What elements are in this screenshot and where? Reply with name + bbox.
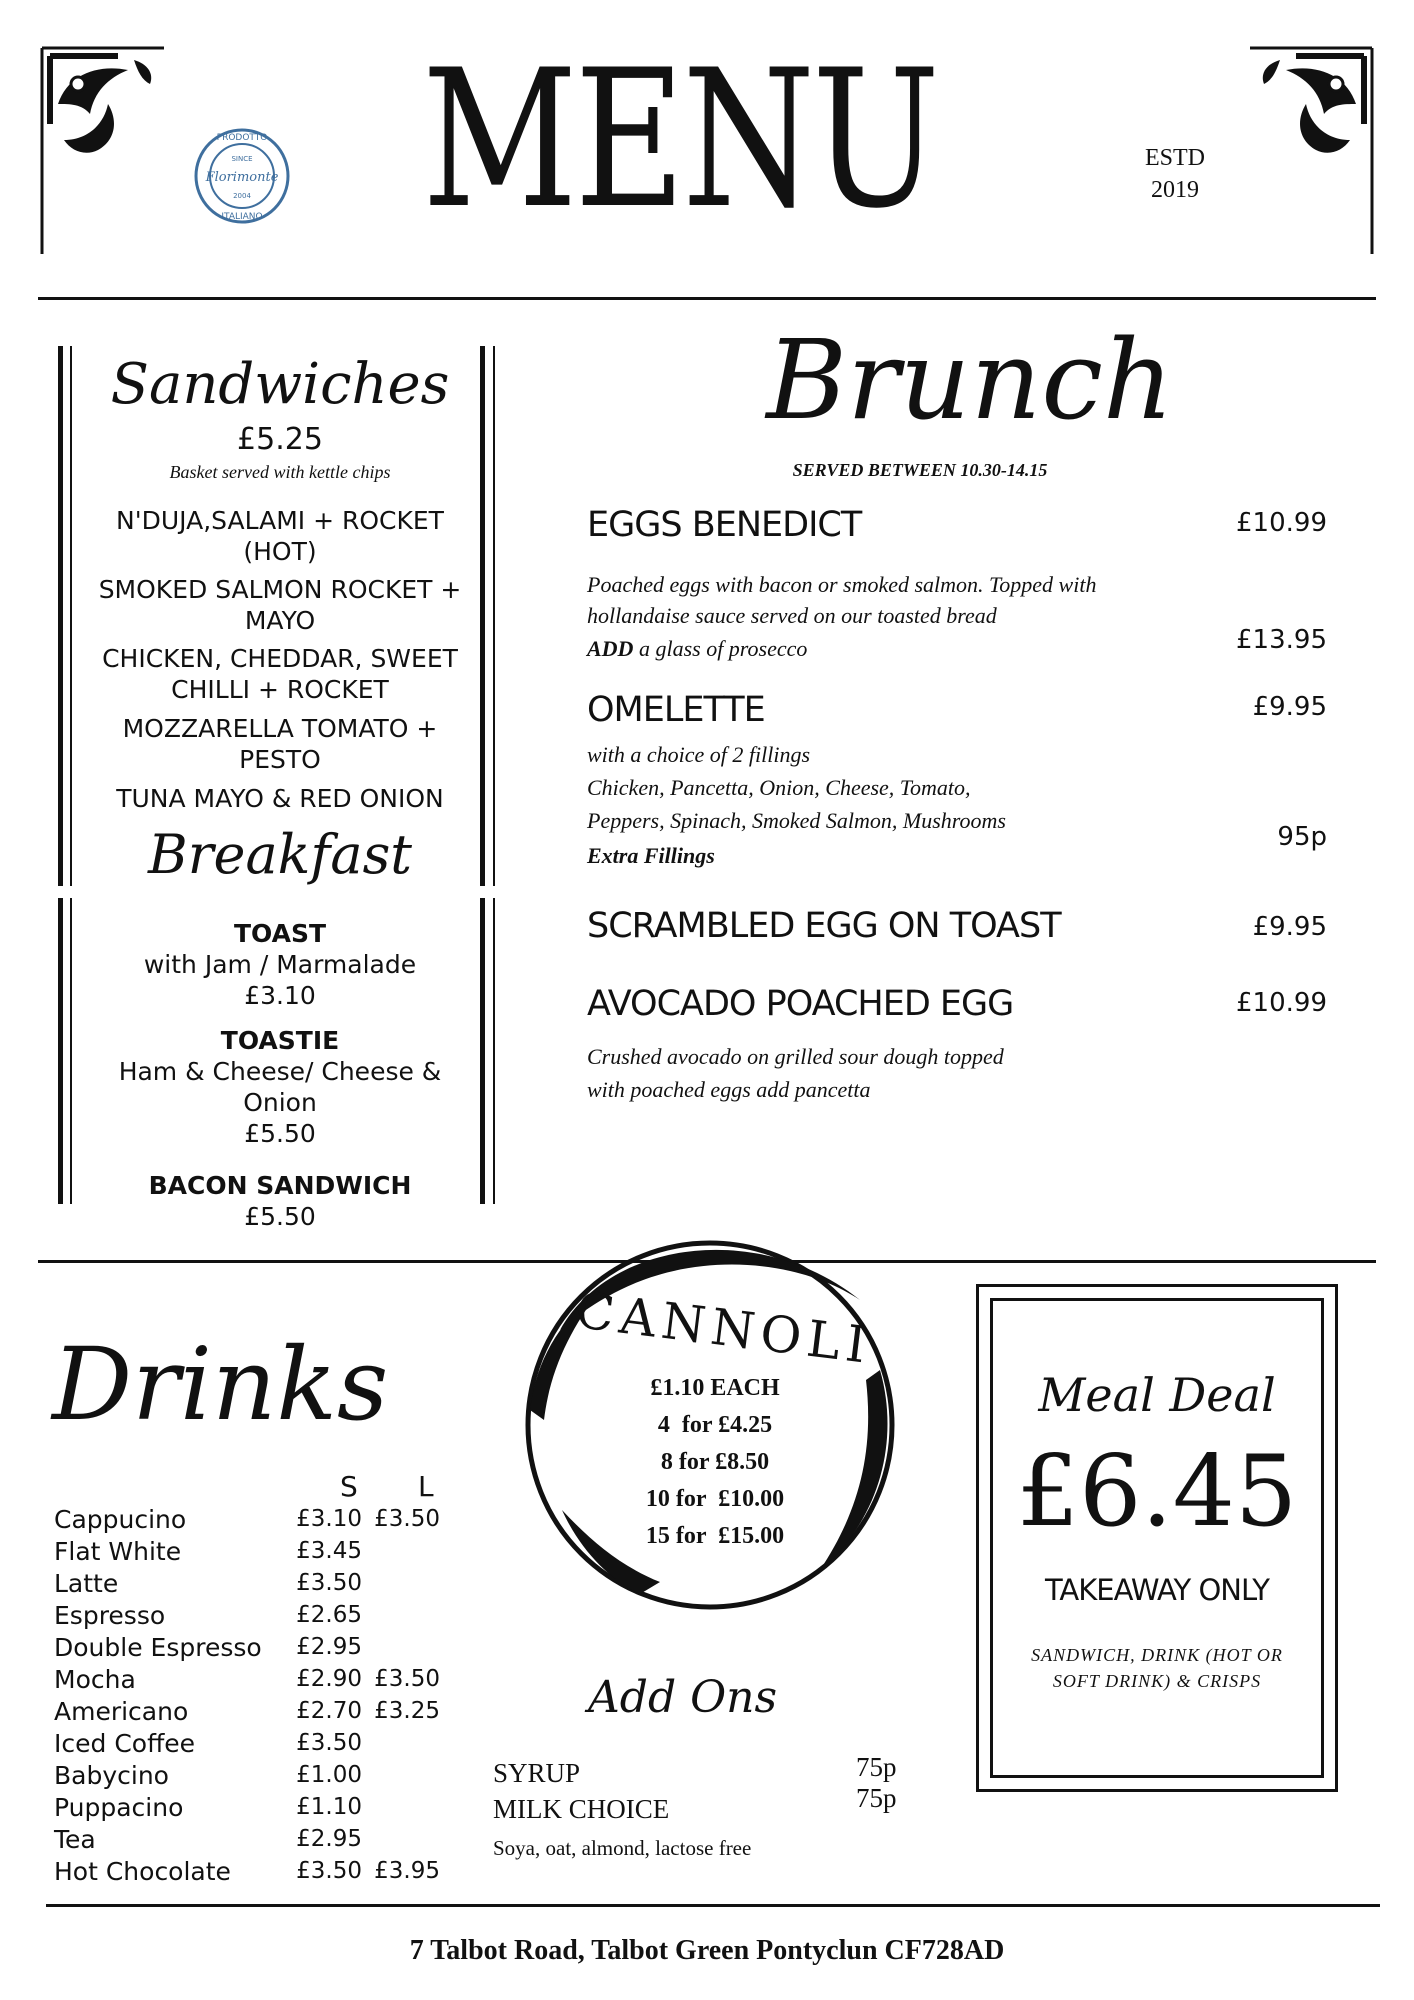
addon-syrup-price: 75p	[856, 1752, 897, 1782]
meal-deal-desc-line: SOFT DRINK) & CRISPS	[1052, 1671, 1262, 1691]
omelette-extra-price: 95p	[1277, 822, 1327, 852]
sandwich-item	[80, 643, 480, 705]
sandwich-line: CHICKEN, CHEDDAR, SWEET	[102, 644, 458, 673]
cannoli-price-line: 8 for £8.50	[660, 1449, 770, 1475]
drink-name: Hot Chocolate	[54, 1857, 231, 1886]
omelette-extra: Extra Fillings	[587, 843, 715, 868]
omelette-price: £9.95	[1252, 692, 1327, 722]
drink-name: Americano	[54, 1697, 189, 1726]
svg-text:Florimonte: Florimonte	[205, 170, 279, 185]
sandwiches-price: £5.25	[237, 422, 323, 457]
sandwich-line: MAYO	[244, 606, 316, 635]
scrambled-price: £9.95	[1252, 912, 1327, 942]
page-title: MENU	[422, 29, 937, 250]
toastie-desc: Onion	[243, 1088, 317, 1117]
sandwich-item	[80, 505, 480, 567]
drink-name: Tea	[54, 1825, 96, 1854]
meal-deal-desc-line: SANDWICH, DRINK (HOT OR	[1031, 1645, 1283, 1665]
cannoli-price-list	[580, 1370, 850, 1555]
breakfast-toast	[80, 918, 480, 1011]
drink-price-small: £3.45	[296, 1538, 362, 1564]
toastie-desc: Ham & Cheese/ Cheese &	[118, 1057, 442, 1086]
drink-price-small: £2.95	[296, 1634, 362, 1660]
addon-milk-note: Soya, oat, almond, lactose free	[493, 1836, 752, 1860]
drink-price-small: £3.50	[296, 1858, 362, 1884]
meal-deal-heading: Meal Deal	[1038, 1368, 1276, 1422]
add-word: ADD	[587, 636, 634, 661]
sandwich-line: CHILLI + ROCKET	[171, 675, 389, 704]
avocado-price: £10.99	[1236, 988, 1327, 1018]
sandwich-line: SMOKED SALMON ROCKET +	[98, 575, 462, 604]
sandwiches-note: Basket served with kettle chips	[169, 462, 391, 482]
bacon-price: £5.50	[244, 1202, 316, 1231]
breakfast-bacon	[80, 1170, 480, 1232]
cannoli-price-line: £1.10 EACH	[650, 1375, 780, 1401]
corner-ornament-right	[1246, 44, 1376, 259]
drink-price-small: £2.95	[296, 1826, 362, 1852]
breakfast-toastie	[80, 1025, 480, 1149]
drink-name: Iced Coffee	[54, 1729, 196, 1758]
eggs-benedict-name: EGGS BENEDICT	[587, 505, 862, 545]
column-rule	[480, 346, 485, 886]
svg-text:SINCE: SINCE	[231, 155, 253, 163]
drinks-col-l: L	[418, 1470, 434, 1503]
add-text: a glass of prosecco	[633, 636, 808, 661]
toast-desc: with Jam / Marmalade	[143, 950, 417, 979]
column-rule	[58, 346, 63, 886]
svg-text:2004: 2004	[233, 192, 251, 200]
avocado-desc: Crushed avocado on grilled sour dough topped	[587, 1044, 1004, 1069]
meal-deal-desc	[990, 1642, 1324, 1694]
meal-deal-takeaway: TAKEAWAY ONLY	[1044, 1573, 1270, 1607]
breakfast-heading: Breakfast	[148, 823, 412, 886]
brunch-served: SERVED BETWEEN 10.30-14.15	[792, 460, 1048, 480]
toast-price: £3.10	[244, 981, 316, 1010]
cannoli-price-line: 10 for £10.00	[645, 1486, 785, 1512]
sandwiches-heading: Sandwiches	[110, 352, 450, 417]
svg-text:PRODOTTO: PRODOTTO	[216, 133, 268, 143]
column-rule	[70, 898, 72, 1204]
drink-price-large: £3.50	[374, 1506, 440, 1532]
drink-name: Flat White	[54, 1537, 182, 1566]
eggs-benedict-desc: hollandaise sauce served on our toasted bread	[587, 603, 997, 628]
drink-name: Double Espresso	[54, 1633, 262, 1662]
addon-milk: MILK CHOICE	[493, 1794, 670, 1824]
drinks-heading: Drinks	[52, 1326, 389, 1443]
eggs-benedict-price: £10.99	[1236, 508, 1327, 538]
meal-deal-price: £6.45	[1016, 1435, 1298, 1549]
estd-word: ESTD	[1145, 145, 1205, 171]
drink-price-small: £3.10	[296, 1506, 362, 1532]
sandwich-line: PESTO	[239, 745, 321, 774]
scrambled-name: SCRAMBLED EGG ON TOAST	[587, 906, 1061, 946]
drink-price-large: £3.25	[374, 1698, 440, 1724]
avocado-desc: with poached eggs add pancetta	[587, 1077, 871, 1102]
drink-price-small: £2.65	[296, 1602, 362, 1628]
drink-price-small: £3.50	[296, 1730, 362, 1756]
footer-divider	[46, 1904, 1380, 1907]
drink-name: Babycino	[54, 1761, 169, 1790]
avocado-name: AVOCADO POACHED EGG	[587, 984, 1014, 1024]
estd-year: 2019	[1151, 177, 1199, 203]
sandwich-item	[80, 574, 480, 636]
cannoli-price-line: 15 for £15.00	[645, 1523, 785, 1549]
header-divider	[38, 297, 1376, 300]
sandwich-line: TUNA MAYO & RED ONION	[116, 784, 444, 813]
column-rule	[493, 898, 495, 1204]
column-rule	[480, 898, 485, 1204]
addon-milk-price: 75p	[856, 1783, 897, 1813]
corner-ornament-left	[38, 44, 168, 259]
bacon-title: BACON SANDWICH	[148, 1171, 412, 1200]
brunch-heading: Brunch	[766, 316, 1174, 444]
brand-stamp-logo	[192, 126, 292, 226]
omelette-desc: Peppers, Spinach, Smoked Salmon, Mushrooms	[587, 808, 1006, 833]
eggs-benedict-add-price: £13.95	[1236, 625, 1327, 655]
drink-name: Cappucino	[54, 1505, 187, 1534]
drink-price-small: £3.50	[296, 1570, 362, 1596]
sandwich-item	[80, 783, 480, 814]
sandwich-line: N'DUJA,SALAMI + ROCKET	[116, 506, 444, 535]
drinks-col-s: S	[340, 1470, 358, 1503]
drink-price-small: £1.10	[296, 1794, 362, 1820]
sandwich-line: MOZZARELLA TOMATO +	[122, 714, 438, 743]
established-label	[1120, 142, 1230, 206]
toastie-price: £5.50	[244, 1119, 316, 1148]
addon-syrup: SYRUP	[493, 1758, 581, 1788]
toast-title: TOAST	[233, 919, 327, 948]
column-rule	[70, 346, 72, 886]
sandwich-item	[80, 713, 480, 775]
drink-price-small: £2.90	[296, 1666, 362, 1692]
cannoli-price-line: 4 for £4.25	[657, 1412, 773, 1438]
drink-price-small: £1.00	[296, 1762, 362, 1788]
drink-price-large: £3.50	[374, 1666, 440, 1692]
drink-price-large: £3.95	[374, 1858, 440, 1884]
drink-name: Latte	[54, 1569, 119, 1598]
column-rule	[58, 898, 63, 1204]
omelette-name: OMELETTE	[587, 690, 765, 730]
drink-name: Puppacino	[54, 1793, 184, 1822]
eggs-benedict-add	[587, 633, 807, 665]
footer-address: 7 Talbot Road, Talbot Green Pontyclun CF728AD	[409, 1935, 1005, 1966]
omelette-desc: with a choice of 2 fillings	[587, 742, 811, 767]
drink-price-small: £2.70	[296, 1698, 362, 1724]
sandwich-line: (HOT)	[243, 537, 317, 566]
column-rule	[493, 346, 495, 886]
eggs-benedict-desc: Poached eggs with bacon or smoked salmon. Topped with	[587, 572, 1097, 597]
cannoli-heading: CANNOLI	[572, 1281, 876, 1376]
omelette-desc: Chicken, Pancetta, Onion, Cheese, Tomato,	[587, 775, 971, 800]
drink-name: Mocha	[54, 1665, 136, 1694]
drink-name: Espresso	[54, 1601, 166, 1630]
addons-heading: Add Ons	[588, 1672, 778, 1723]
toastie-title: TOASTIE	[220, 1026, 340, 1055]
svg-text:ITALIANO: ITALIANO	[221, 212, 263, 222]
